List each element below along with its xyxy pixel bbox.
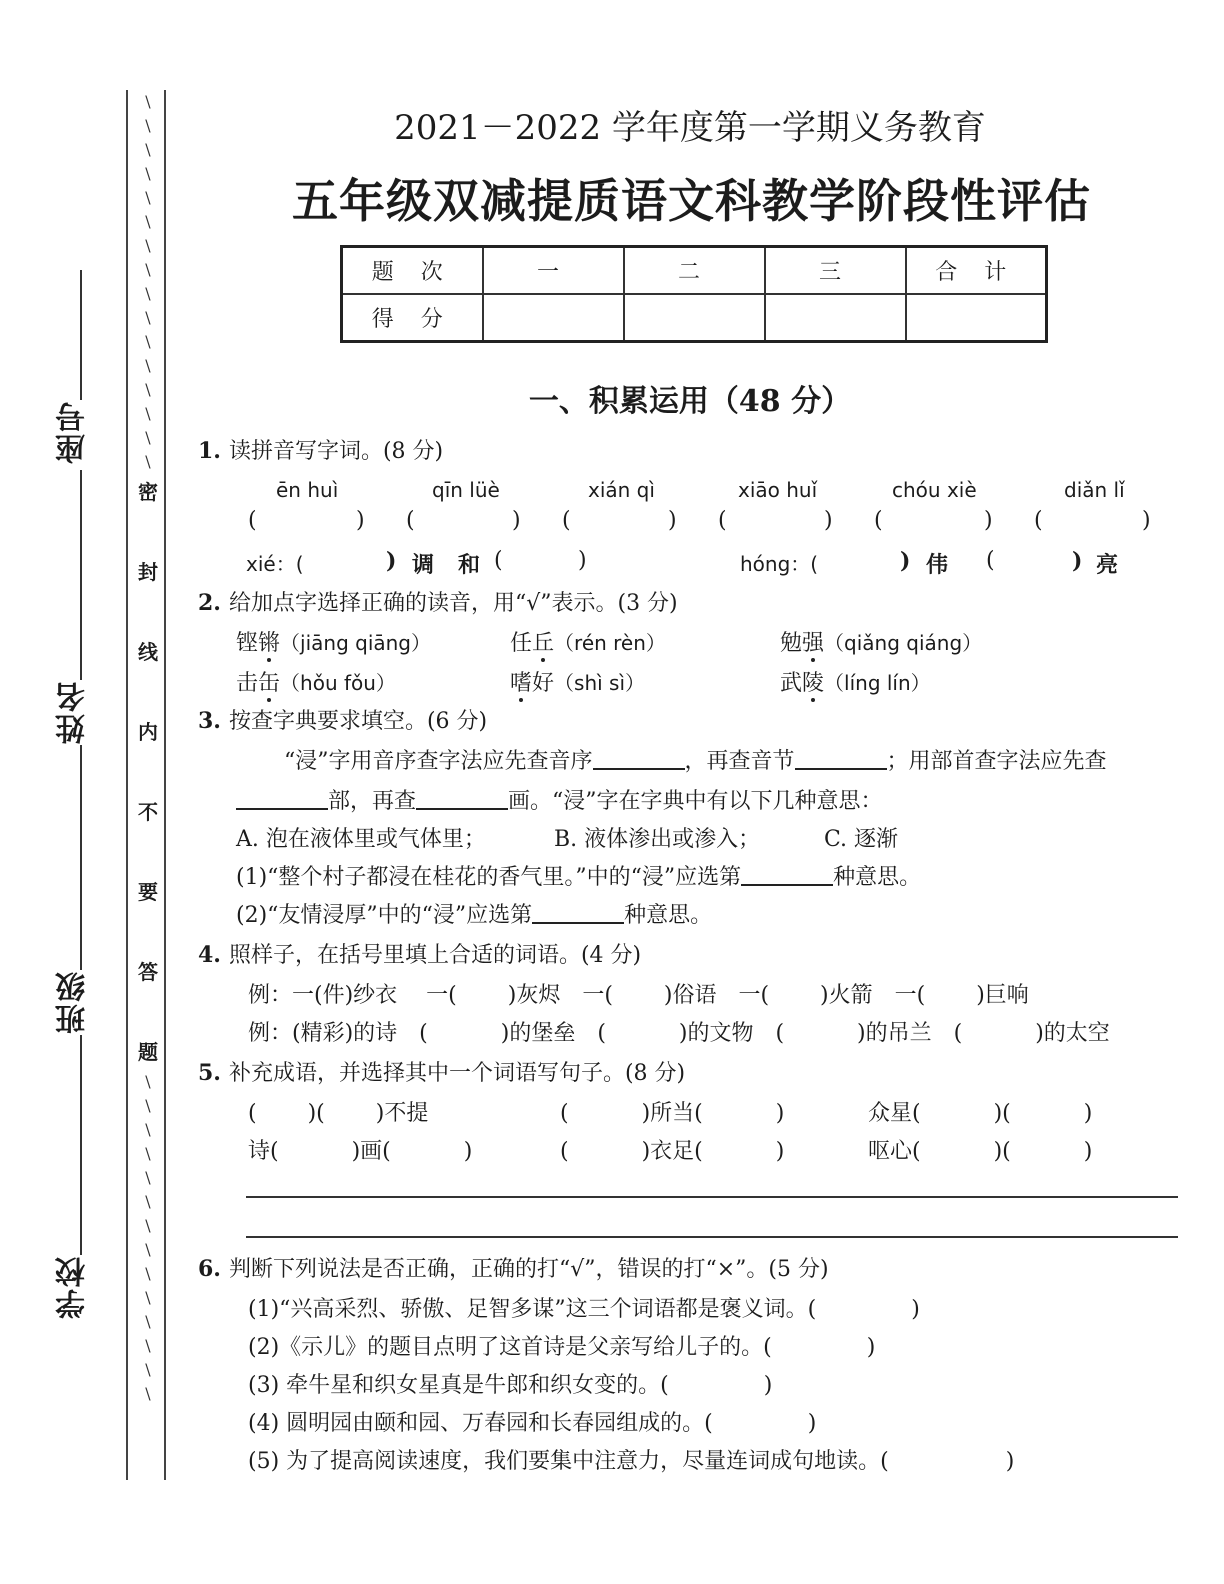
q3-sub-1 — [236, 860, 921, 891]
q3-line-2 — [236, 784, 883, 815]
answer-paren-close: ) — [512, 508, 521, 533]
dash-mark: \ — [145, 140, 151, 159]
school-label: 学校 — [56, 1255, 91, 1319]
writing-line[interactable] — [246, 1236, 1178, 1238]
question-2 — [198, 586, 678, 617]
question-text: 读拼音写字词。(8 分) — [228, 439, 444, 464]
q3-sub-2 — [236, 898, 712, 929]
pinyin-options[interactable]: （líng lín） — [824, 671, 931, 695]
text: 画。“浸”字在字典中有以下几种意思： — [508, 789, 883, 814]
binding-line-left — [126, 90, 128, 1480]
answer-paren-close: ) — [668, 508, 677, 533]
dash-mark: \ — [145, 332, 151, 351]
pinyin: qīn lüè — [432, 478, 500, 502]
answer-paren-open: ( — [874, 508, 883, 533]
dotted-char: 强 — [802, 631, 825, 656]
seal-char: 题 — [138, 1040, 158, 1064]
char: 伟 — [926, 552, 949, 578]
q3-line-1 — [284, 744, 1107, 775]
idiom-blank[interactable]: 呕心( )( ) — [868, 1139, 1093, 1164]
score-cell: 二 — [624, 247, 765, 295]
question-number: 1. — [198, 438, 221, 464]
text: (2)“友情浸厚”中的“浸”应选第 — [236, 903, 533, 928]
score-table-header-row — [342, 247, 1047, 295]
dash-mark: \ — [145, 428, 151, 447]
dotted-char: 缶 — [258, 671, 281, 696]
q4-row-2[interactable]: 例：(精彩)的诗 ( )的堡垒 ( )的文物 ( )的吊兰 ( )的太空 — [248, 1021, 1110, 1046]
seal-char: 内 — [138, 720, 158, 744]
dash-mark: \ — [145, 1144, 151, 1163]
seal-line-text — [136, 90, 160, 1480]
dash-mark: \ — [145, 1072, 151, 1091]
dash-mark: \ — [145, 212, 151, 231]
score-cell: 题 次 — [342, 247, 483, 295]
binding-line-right — [164, 90, 166, 1480]
dash-mark: \ — [145, 452, 151, 471]
option-c: C. 逐渐 — [824, 827, 899, 852]
answer-paren-open: ( — [1034, 508, 1043, 533]
score-input-cell[interactable] — [624, 294, 765, 342]
answer-paren-open: ( — [718, 508, 727, 533]
seal-char: 答 — [138, 960, 158, 984]
pinyin: diǎn lǐ — [1064, 478, 1125, 502]
pinyin-options[interactable]: （shì sì） — [554, 671, 646, 695]
dash-mark: \ — [145, 1288, 151, 1307]
score-table-score-row — [342, 294, 1047, 342]
text: 种意思。 — [624, 903, 713, 928]
dash-mark: \ — [145, 164, 151, 183]
dash-mark: \ — [145, 188, 151, 207]
answer-paren-close: ) — [1142, 508, 1151, 533]
dash-mark: \ — [145, 1384, 151, 1403]
dash-mark: \ — [145, 308, 151, 327]
school-blank-line — [80, 1035, 82, 1255]
question-text: 按查字典要求填空。(6 分) — [228, 709, 488, 734]
char: 击 — [236, 671, 259, 696]
dash-mark: \ — [145, 1216, 151, 1235]
fill-blank[interactable] — [236, 788, 328, 810]
dash-mark: \ — [145, 260, 151, 279]
char: 勉 — [780, 631, 803, 656]
question-text: 补充成语，并选择其中一个词语写句子。(8 分) — [228, 1061, 686, 1086]
idiom-blank[interactable]: ( )衣足( ) — [560, 1139, 785, 1164]
answer-paren-open: ( — [248, 508, 257, 533]
name-blank-line — [80, 470, 82, 680]
reading-choice — [236, 626, 431, 657]
seat-label: 座号 — [56, 400, 91, 464]
class-label: 班级 — [56, 970, 91, 1034]
question-number: 2. — [198, 590, 221, 616]
q4-row-1[interactable]: 例：一(件)纱衣 一( )灰烬 一( )俗语 一( )火箭 一( )巨响 — [248, 983, 1029, 1008]
text: ；用部首查字法应先查 — [886, 749, 1107, 774]
section-title: 一、积累运用（48 分） — [528, 384, 852, 419]
paren-close: ) — [1072, 548, 1083, 574]
reading-choice — [510, 626, 666, 657]
seal-char: 封 — [138, 560, 158, 584]
question-text: 照样子，在括号里填上合适的词语。(4 分) — [228, 943, 642, 968]
dash-mark: \ — [145, 236, 151, 255]
pinyin: chóu xiè — [892, 478, 977, 502]
seal-char: 线 — [138, 640, 158, 664]
seal-char: 不 — [138, 800, 158, 824]
paren-open: ( — [986, 548, 995, 573]
dash-mark: \ — [145, 1120, 151, 1139]
pinyin: ēn huì — [276, 478, 339, 502]
dash-mark: \ — [145, 1336, 151, 1355]
char: 铿 — [236, 631, 259, 656]
dash-mark: \ — [145, 1360, 151, 1379]
name-label: 姓名 — [56, 680, 91, 744]
dotted-char: 嗜 — [510, 671, 533, 696]
fill-blank[interactable] — [532, 902, 624, 924]
idiom-blank[interactable]: ( )所当( ) — [560, 1101, 785, 1126]
score-cell: 一 — [483, 247, 624, 295]
dash-mark: \ — [145, 1168, 151, 1187]
polyphone-label: xié：( — [246, 552, 304, 576]
judgement-item[interactable]: (1)“兴高采烈、骄傲、足智多谋”这三个词语都是褒义词。( ) — [248, 1297, 920, 1322]
pinyin: xián qì — [588, 478, 655, 502]
paren-close: ) — [386, 548, 397, 574]
text: (1)“整个村子都浸在桂花的香气里。”中的“浸”应选第 — [236, 865, 742, 890]
reading-choice — [780, 666, 931, 697]
pinyin-options[interactable]: （jiāng qiāng） — [280, 631, 432, 655]
fill-blank[interactable] — [741, 864, 833, 886]
score-table — [340, 245, 1048, 343]
question-number: 3. — [198, 708, 221, 734]
seal-char: 密 — [138, 480, 158, 504]
dash-mark: \ — [145, 356, 151, 375]
dash-mark: \ — [145, 1192, 151, 1211]
reading-choice — [510, 666, 645, 697]
polyphone-label: hóng：( — [740, 552, 819, 576]
reading-choice — [236, 666, 396, 697]
question-number: 6. — [198, 1256, 221, 1282]
dash-mark: \ — [145, 92, 151, 111]
seal-char: 要 — [138, 880, 158, 904]
idiom-blank[interactable]: ( )( )不提 — [248, 1101, 429, 1126]
judgement-item[interactable]: (5) 为了提高阅读速度，我们要集中注意力，尽量连词成句地读。( ) — [248, 1449, 1015, 1474]
pinyin-options[interactable]: （rén rèn） — [554, 631, 666, 655]
exam-subtitle: 2021－2022 学年度第一学期义务教育 — [394, 108, 986, 148]
question-3 — [198, 704, 487, 735]
score-cell: 得 分 — [342, 294, 483, 342]
char: 好 — [532, 671, 555, 696]
fill-blank[interactable] — [593, 748, 685, 770]
dash-mark: \ — [145, 1096, 151, 1115]
dash-mark: \ — [145, 116, 151, 135]
paren-close: ) — [900, 548, 911, 574]
judgement-item[interactable]: (3) 牵牛星和织女星真是牛郎和织女变的。( ) — [248, 1373, 773, 1398]
dotted-char: 锵 — [258, 631, 281, 656]
char: 调 — [412, 552, 435, 578]
answer-paren-close: ) — [824, 508, 833, 533]
option-b: B. 液体渗出或渗入； — [554, 827, 761, 852]
question-text: 给加点字选择正确的读音，用“√”表示。(3 分) — [228, 591, 678, 616]
writing-line[interactable] — [246, 1196, 1178, 1198]
text: “浸”字用音序查字法应先查音序 — [284, 749, 593, 774]
score-cell: 合 计 — [906, 247, 1047, 295]
char: 任 — [510, 631, 533, 656]
score-cell: 三 — [765, 247, 906, 295]
score-input-cell[interactable] — [906, 294, 1047, 342]
idiom-blank[interactable]: 众星( )( ) — [868, 1101, 1093, 1126]
char: 武 — [780, 671, 803, 696]
question-4 — [198, 938, 641, 969]
dash-mark: \ — [145, 404, 151, 423]
char: 和 — [458, 552, 481, 578]
reading-choice — [780, 626, 982, 657]
answer-paren-open: ( — [406, 508, 415, 533]
question-6 — [198, 1252, 829, 1283]
question-1 — [198, 434, 443, 465]
answer-paren-close: ) — [356, 508, 365, 533]
exam-title: 五年级双减提质语文科教学阶段性评估 — [292, 174, 1091, 228]
dash-mark: \ — [145, 1264, 151, 1283]
text: ，再查音节 — [684, 749, 795, 774]
paren-open: ( — [494, 548, 503, 573]
idiom-blank[interactable]: 诗( )画( ) — [248, 1139, 473, 1164]
paren-close: ) — [578, 548, 587, 573]
dash-mark: \ — [145, 380, 151, 399]
pinyin-options[interactable]: （hǒu fǒu） — [280, 671, 396, 695]
judgement-item[interactable]: (2)《示儿》的题目点明了这首诗是父亲写给儿子的。( ) — [248, 1335, 876, 1360]
class-blank-line — [80, 745, 82, 970]
judgement-item[interactable]: (4) 圆明园由颐和园、万春园和长春园组成的。( ) — [248, 1411, 817, 1436]
dotted-char: 陵 — [802, 671, 825, 696]
question-number: 5. — [198, 1060, 221, 1086]
dotted-char: 丘 — [532, 631, 555, 656]
answer-paren-close: ) — [984, 508, 993, 533]
dash-mark: \ — [145, 1312, 151, 1331]
pinyin: xiāo huǐ — [738, 478, 818, 502]
question-5 — [198, 1056, 685, 1087]
text: 部，再查 — [328, 789, 417, 814]
dash-mark: \ — [145, 1240, 151, 1259]
answer-paren-open: ( — [562, 508, 571, 533]
option-a: A. 泡在液体里或气体里； — [236, 827, 486, 852]
fill-blank[interactable] — [416, 788, 508, 810]
fill-blank[interactable] — [795, 748, 887, 770]
pinyin-options[interactable]: （qiǎng qiáng） — [824, 631, 983, 655]
text: 种意思。 — [833, 865, 922, 890]
score-input-cell[interactable] — [765, 294, 906, 342]
question-number: 4. — [198, 942, 221, 968]
score-input-cell[interactable] — [483, 294, 624, 342]
char: 亮 — [1096, 552, 1119, 578]
dash-mark: \ — [145, 284, 151, 303]
question-text: 判断下列说法是否正确，正确的打“√”，错误的打“×”。(5 分) — [228, 1257, 829, 1282]
